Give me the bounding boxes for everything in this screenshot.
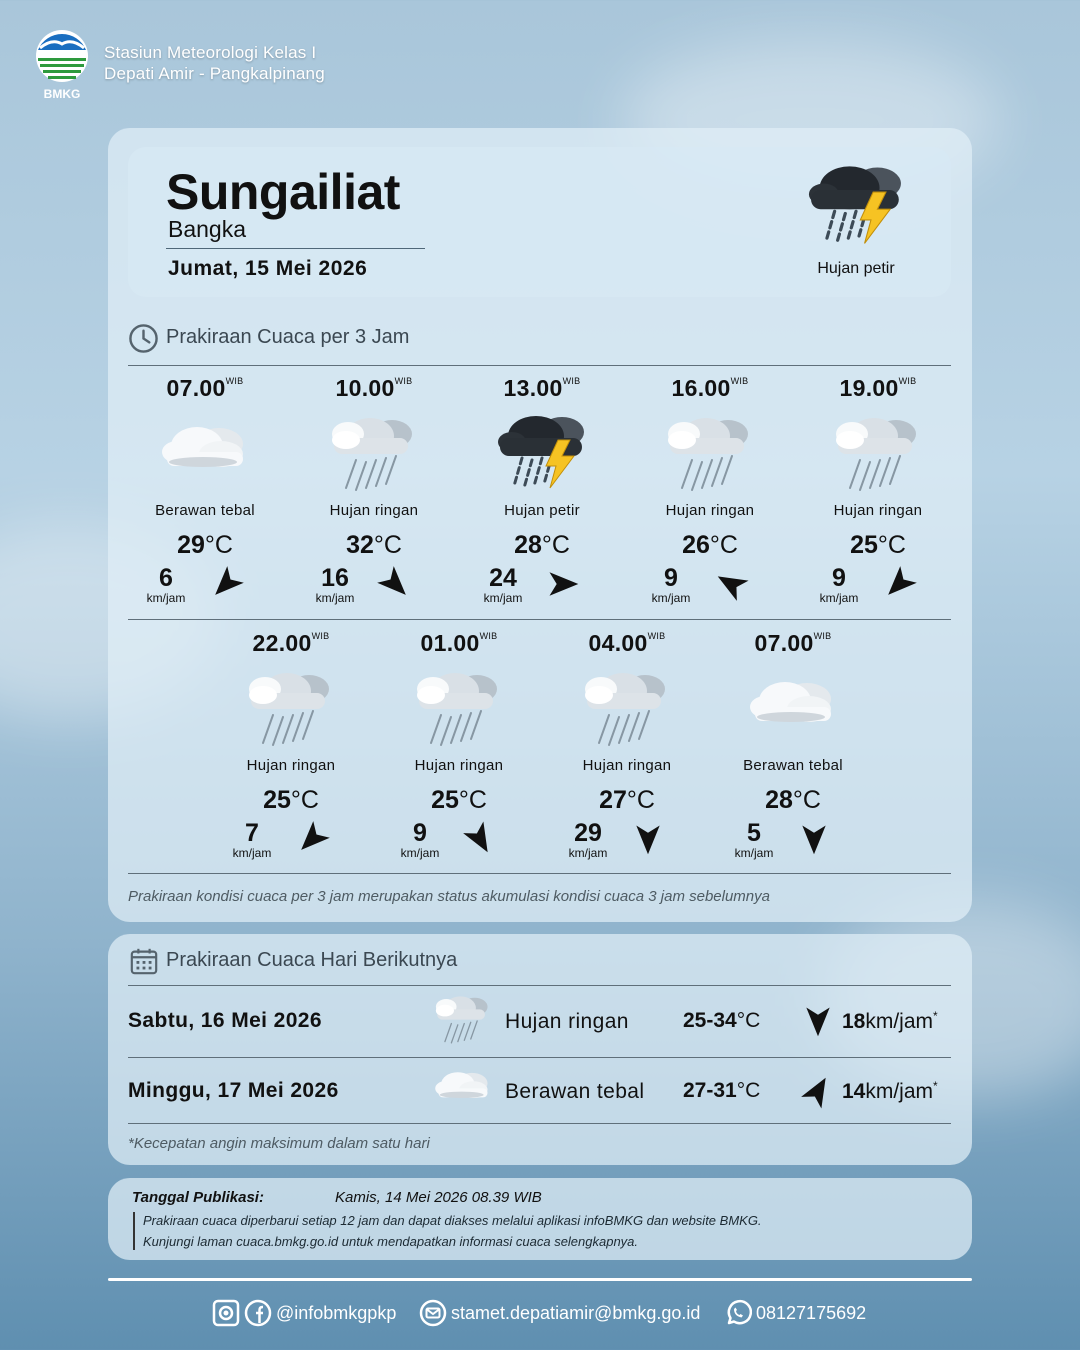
divider <box>128 873 951 874</box>
divider <box>128 1123 951 1124</box>
slot-time: $01.00^{WIB}$ <box>420 630 498 656</box>
slot-time: $04.00^{WIB}$ <box>588 630 666 656</box>
publication-info-1: Prakiraan cuaca diperbarui setiap 12 jam dan dapat diakses melalui aplikasi infoBMKG dan website BMKG. <box>143 1213 762 1228</box>
wind-unit: km/jam <box>315 591 355 605</box>
phone-contact[interactable] <box>724 1298 866 1328</box>
wind-unit: km/jam <box>819 591 859 605</box>
wind-direction-arrow-icon <box>208 566 244 602</box>
wind-direction-arrow-icon <box>377 566 413 602</box>
slot-time: $10.00^{WIB}$ <box>335 375 413 401</box>
station-line-2: Depati Amir - Pangkalpinang <box>104 64 325 83</box>
slot-wind <box>120 564 290 608</box>
slot-time: $16.00^{WIB}$ <box>671 375 749 401</box>
divider <box>128 1057 951 1058</box>
wind-unit: km/jam <box>400 846 440 860</box>
calendar-icon <box>129 946 159 976</box>
phone-number[interactable]: 08127175692 <box>756 1302 867 1323</box>
info-bar <box>133 1212 135 1250</box>
wind-unit: km/jam <box>568 846 608 860</box>
slot-temperature: 25°C <box>850 531 906 559</box>
hourly-slot <box>457 375 627 608</box>
slot-wind <box>289 564 459 608</box>
slot-condition: Hujan ringan <box>582 757 672 774</box>
wind-direction-arrow-icon <box>800 1003 836 1039</box>
slot-wind <box>625 564 795 608</box>
station-name <box>104 42 325 84</box>
hourly-slot <box>120 375 290 608</box>
thunderstorm-icon <box>494 410 590 496</box>
hourly-slot <box>206 630 376 863</box>
wind-direction-arrow-icon <box>796 821 832 857</box>
wind-speed: 9 <box>413 819 427 847</box>
slot-condition: Berawan tebal <box>743 757 843 774</box>
light-rain-icon <box>326 410 422 496</box>
wind-speed: 5 <box>747 819 761 847</box>
social-handle[interactable]: @infobmkgpkp <box>276 1302 397 1323</box>
slot-condition: Berawan tebal <box>155 502 255 519</box>
cloudy-icon <box>157 410 253 496</box>
wind-direction-arrow-icon <box>800 1073 836 1109</box>
slot-wind <box>374 819 544 863</box>
email-contact[interactable] <box>419 1298 700 1328</box>
slot-temperature: 26°C <box>682 531 738 559</box>
slot-temperature: 32°C <box>346 531 402 559</box>
clock-icon <box>128 323 159 354</box>
wind-unit: km/jam <box>146 591 186 605</box>
logo-text: BMKG <box>43 87 81 101</box>
footer-divider <box>108 1278 972 1281</box>
day-wind: 18km/jam* <box>842 1009 938 1033</box>
hourly-slot <box>289 375 459 608</box>
wind-speed: 6 <box>159 564 173 592</box>
main-condition: Hujan petir <box>817 260 895 277</box>
social-contact[interactable] <box>212 1298 396 1328</box>
wind-speed: 24 <box>489 564 517 592</box>
day-condition: Hujan ringan <box>505 1010 629 1033</box>
email-address[interactable]: stamet.depatiamir@bmkg.go.id <box>451 1302 701 1323</box>
publication-label: Tanggal Publikasi: <box>132 1189 264 1206</box>
daily-footnote: *Kecepatan angin maksimum dalam satu hari <box>128 1135 430 1152</box>
thunderstorm-icon <box>800 160 912 252</box>
hourly-slot <box>542 630 712 863</box>
wind-direction-arrow-icon <box>462 821 498 857</box>
instagram-icon[interactable] <box>212 1299 240 1327</box>
wind-speed: 9 <box>664 564 678 592</box>
facebook-icon[interactable] <box>244 1299 272 1327</box>
wind-unit: km/jam <box>483 591 523 605</box>
slot-wind <box>793 564 963 608</box>
wind-unit: km/jam <box>734 846 774 860</box>
hourly-note: Prakiraan kondisi cuaca per 3 jam merupakan status akumulasi kondisi cuaca 3 jam sebelumnya <box>128 888 770 905</box>
wind-unit: km/jam <box>232 846 272 860</box>
station-line-1: Stasiun Meteorologi Kelas I <box>104 43 317 62</box>
wind-unit: km/jam <box>651 591 691 605</box>
slot-wind <box>542 819 712 863</box>
light-rain-icon <box>432 991 494 1047</box>
slot-temperature: 28°C <box>514 531 570 559</box>
divider <box>128 365 951 366</box>
day-date: Sabtu, 16 Mei 2026 <box>128 1009 322 1032</box>
slot-temperature: 28°C <box>765 786 821 814</box>
wind-speed: 29 <box>574 819 602 847</box>
wind-direction-arrow-icon <box>294 821 330 857</box>
wind-direction-arrow-icon <box>881 566 917 602</box>
slot-condition: Hujan ringan <box>246 757 336 774</box>
slot-temperature: 25°C <box>431 786 487 814</box>
slot-time: $07.00^{WIB}$ <box>166 375 244 401</box>
slot-wind <box>206 819 376 863</box>
hourly-slot <box>374 630 544 863</box>
slot-condition: Hujan ringan <box>665 502 755 519</box>
light-rain-icon <box>243 665 339 751</box>
slot-temperature: 25°C <box>263 786 319 814</box>
divider <box>128 619 951 620</box>
hourly-slot <box>625 375 795 608</box>
wind-direction-arrow-icon <box>713 566 749 602</box>
wind-direction-arrow-icon <box>545 566 581 602</box>
cloudy-icon <box>432 1061 494 1117</box>
divider <box>128 985 951 986</box>
wind-speed: 7 <box>245 819 259 847</box>
bmkg-logo-icon <box>34 28 90 84</box>
day-temperature: 25-34°C <box>683 1009 761 1032</box>
wind-speed: 16 <box>321 564 349 592</box>
bmkg-logo <box>32 28 92 101</box>
publication-info-2: Kunjungi laman cuaca.bmkg.go.id untuk mendapatkan informasi cuaca selengkapnya. <box>143 1234 639 1249</box>
day-temperature: 27-31°C <box>683 1079 761 1102</box>
slot-condition: Hujan ringan <box>414 757 504 774</box>
wind-direction-arrow-icon <box>630 821 666 857</box>
slot-temperature: 27°C <box>599 786 655 814</box>
forecast-date: Jumat, 15 Mei 2026 <box>168 257 368 280</box>
slot-time: $13.00^{WIB}$ <box>503 375 581 401</box>
whatsapp-icon <box>724 1299 752 1327</box>
slot-wind <box>457 564 627 608</box>
hourly-title: Prakiraan Cuaca per 3 Jam <box>166 326 410 348</box>
light-rain-icon <box>579 665 675 751</box>
slot-condition: Hujan petir <box>504 502 580 519</box>
slot-temperature: 29°C <box>177 531 233 559</box>
location-divider <box>166 248 425 249</box>
day-condition: Berawan tebal <box>505 1080 645 1103</box>
light-rain-icon <box>830 410 926 496</box>
email-icon <box>419 1299 447 1327</box>
day-wind: 14km/jam* <box>842 1079 938 1103</box>
publication-date: Kamis, 14 Mei 2026 08.39 WIB <box>335 1189 542 1206</box>
slot-time: $07.00^{WIB}$ <box>754 630 832 656</box>
city-name: Sungailiat <box>166 164 400 220</box>
slot-time: $22.00^{WIB}$ <box>252 630 330 656</box>
slot-condition: Hujan ringan <box>329 502 419 519</box>
slot-wind <box>708 819 878 863</box>
hourly-slot <box>708 630 878 863</box>
daily-title: Prakiraan Cuaca Hari Berikutnya <box>166 949 458 971</box>
region-name: Bangka <box>168 216 247 242</box>
hourly-slot <box>793 375 963 608</box>
day-date: Minggu, 17 Mei 2026 <box>128 1079 339 1102</box>
slot-condition: Hujan ringan <box>833 502 923 519</box>
light-rain-icon <box>662 410 758 496</box>
wind-speed: 9 <box>832 564 846 592</box>
slot-time: $19.00^{WIB}$ <box>839 375 917 401</box>
cloudy-icon <box>745 665 841 751</box>
light-rain-icon <box>411 665 507 751</box>
